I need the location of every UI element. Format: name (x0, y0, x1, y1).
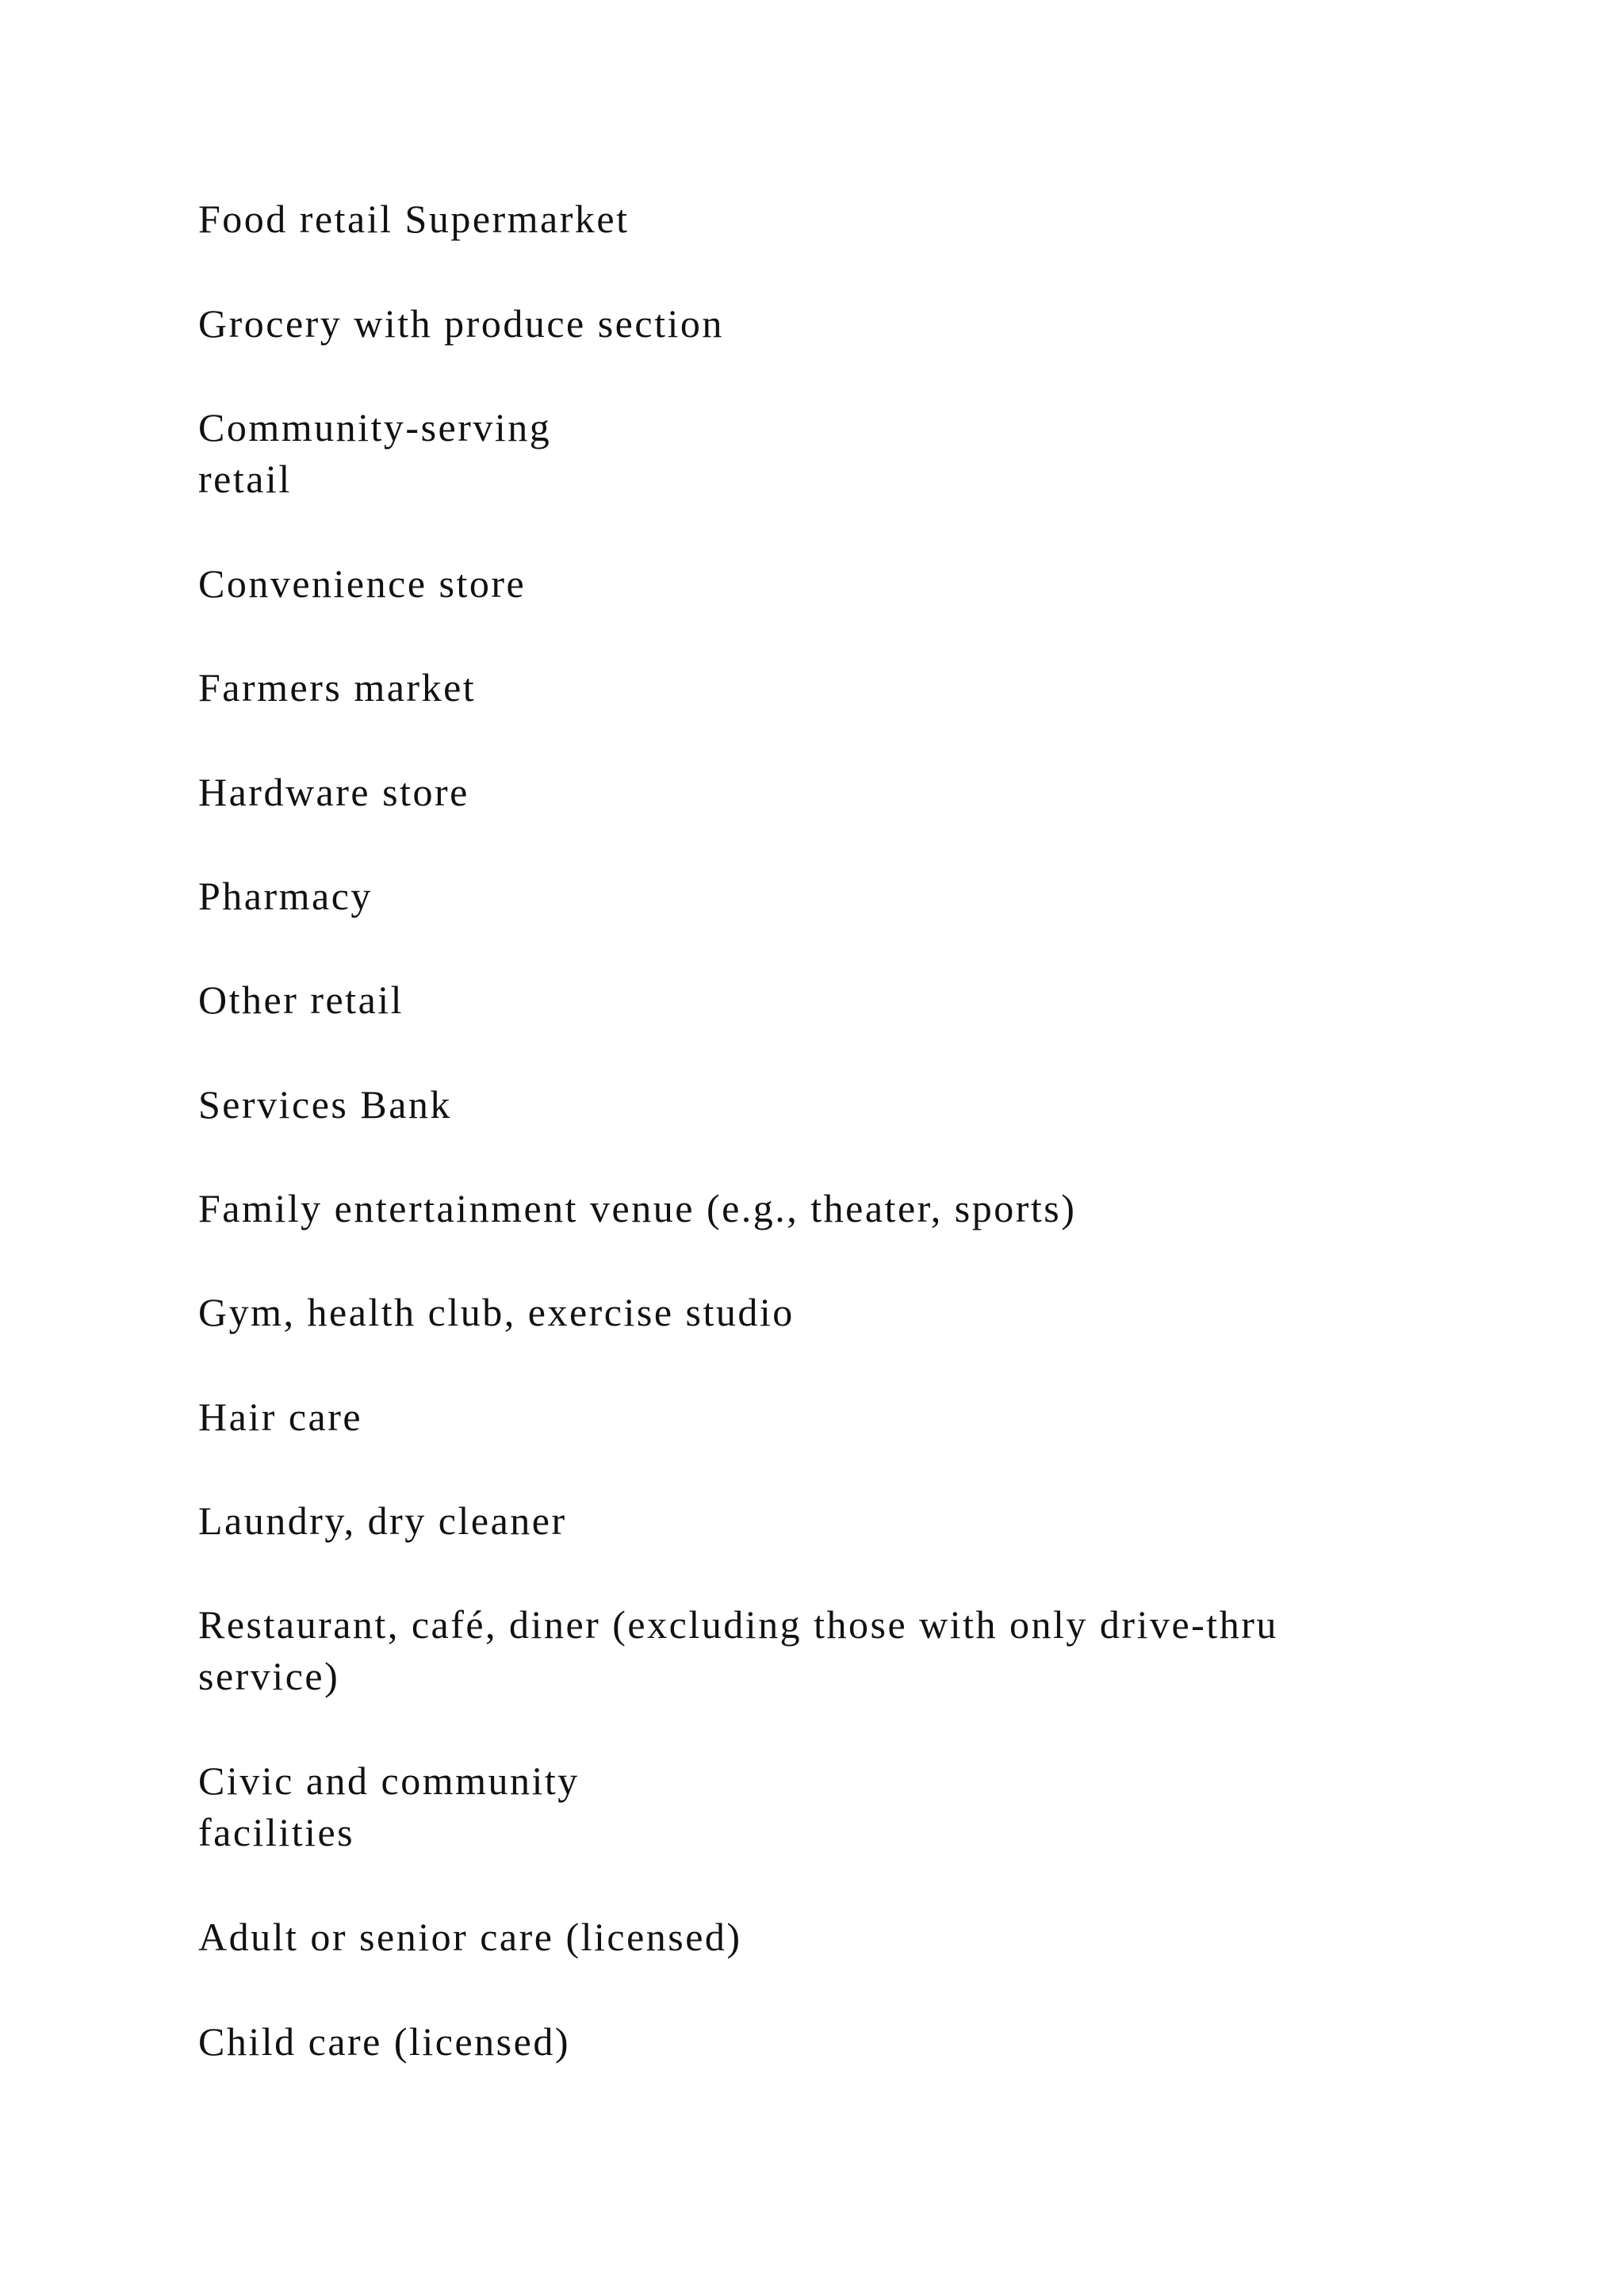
item-laundry (198, 1495, 567, 1547)
item-other-retail (198, 974, 404, 1026)
text-line: Community-serving (198, 405, 552, 450)
text-line: Grocery with produce section (198, 301, 724, 346)
item-farmers-market (198, 662, 476, 714)
text-line: Hair care (198, 1395, 363, 1439)
item-services-bank (198, 1079, 452, 1131)
item-restaurant (198, 1599, 1278, 1702)
text-line: Other retail (198, 978, 404, 1022)
text-line: Family entertainment venue (e.g., theater, sports) (198, 1186, 1077, 1230)
item-pharmacy (198, 871, 373, 922)
text-line: Pharmacy (198, 874, 373, 918)
item-civic-community (198, 1755, 580, 1858)
text-line: Gym, health club, exercise studio (198, 1290, 795, 1334)
text-line: Convenience store (198, 561, 527, 606)
text-line: retail (198, 457, 292, 501)
text-line: Laundry, dry cleaner (198, 1498, 567, 1543)
text-line: Hardware store (198, 770, 469, 814)
text-line: Food retail Supermarket (198, 197, 630, 241)
text-line: Adult or senior care (licensed) (198, 1915, 742, 1959)
item-family-entertainment (198, 1183, 1076, 1234)
item-grocery (198, 298, 724, 350)
text-line: Civic and community (198, 1758, 580, 1803)
text-line: Services Bank (198, 1082, 452, 1127)
text-line: Farmers market (198, 665, 477, 710)
item-gym (198, 1287, 795, 1338)
item-food-retail-supermarket (198, 193, 630, 245)
text-line: Restaurant, café, diner (excluding those with only drive-thru (198, 1602, 1278, 1647)
item-hair-care (198, 1391, 362, 1443)
text-line: Child care (licensed) (198, 2019, 570, 2064)
item-convenience-store (198, 558, 526, 610)
item-adult-senior-care (198, 1911, 742, 1963)
text-line: service) (198, 1654, 340, 1698)
text-line: facilities (198, 1810, 355, 1854)
item-child-care (198, 2016, 570, 2068)
item-hardware-store (198, 767, 469, 818)
item-community-serving-retail (198, 402, 551, 505)
